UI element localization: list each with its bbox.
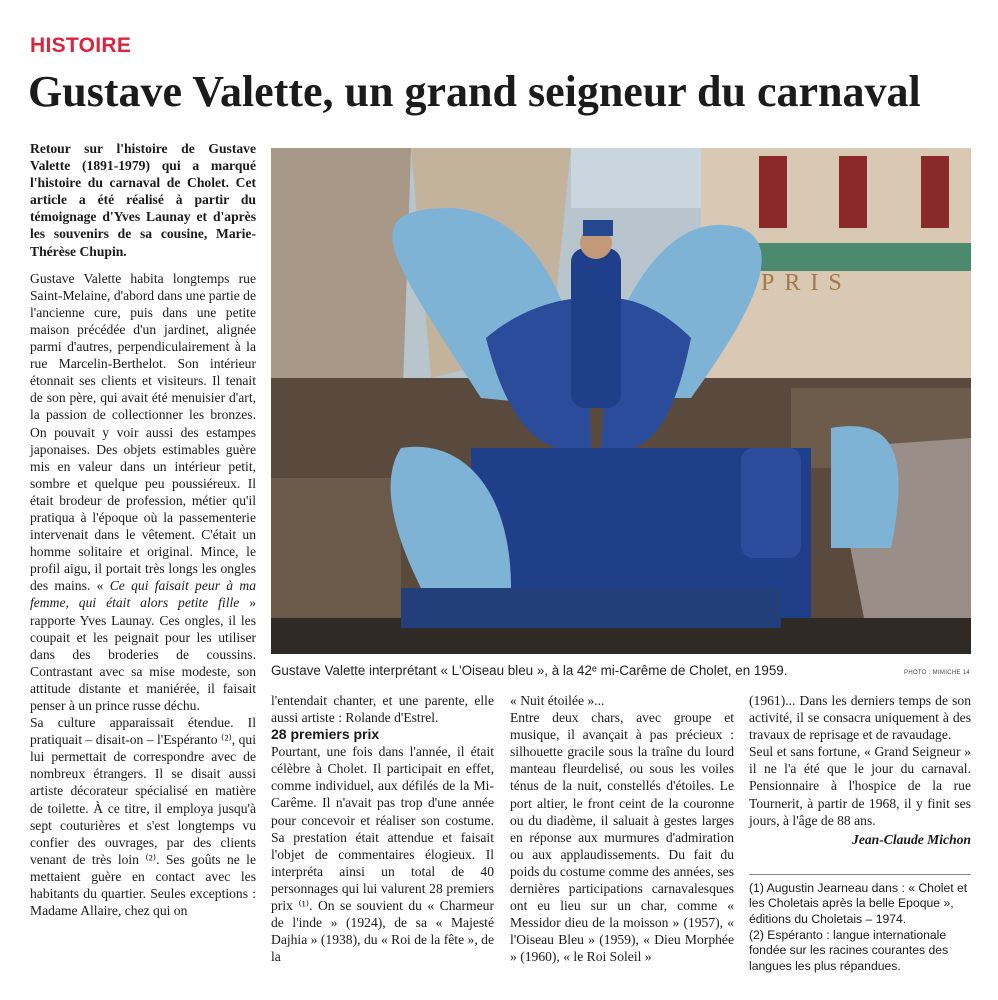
paragraph: Pourtant, une fois dans l'année, il était célèbre à Cholet. Il participait en effet, comme individuel, aux défilés de la Mi-Carême. Il n'avait pas trop d'une année pour concevoir et réaliser son costume. Sa prestation était attendue et faisait l'objet de commentaires élogieux. Il interpréta ainsi un total de 40 personnages qui lui valurent 28 premiers prix ⁽¹⁾. On se souvient du « Charmeur de l'inde » (1924), de sa « Majesté Dajhia » (1938), du « Roi de la fête », de la (271, 744, 494, 965)
photo-credit: PHOTO : MIMICHE 14 (904, 670, 970, 676)
footnote: (1) Augustin Jearneau dans : « Cholet et les Choletais après la belle Epoque », éditions du Choletais – 1974. (749, 880, 968, 926)
paragraph-text: Gustave Valette habita longtemps rue Saint-Melaine, d'abord dans une partie de l'ancienne cure, puis dans une petite maison précédée d'un jardinet, alignée parmi d'autres, perpendiculairement à la rue Marcelin-Berthelot. Son intérieur étonnait ses clients et visiteurs. Il tenait de son père, qui avait été menuisier d'art, la passion de collectionner les bronzes. On pouvait y voir aussi des estampes japonaises. Des objets estimables guère mis en valeur dans un intérieur petit, sombre et quelque peu poussiéreux. Il était brodeur de profession, métier qu'il pratiqua à l'époque où la passementerie intervenait dans le vêtement. C'était un homme solitaire et original. Mince, le profil aigu, il portait très longs les ongles des mains. « (30, 270, 256, 594)
paragraph: Seul et sans fortune, « Grand Seigneur » il ne l'a été que le jour du carnaval. Pensionnaire à l'hospice de la rue Tournerit, à partir de 1968, il y finit ses jours, à l'âge de 88 ans. (749, 744, 971, 828)
paragraph: (1961)... Dans les derniers temps de son activité, il se consacra uniquement à des travaux de reprisage et de ravaudage. (749, 693, 971, 743)
shop-sign-text: PRIS (761, 270, 852, 296)
footnote: (2) Espéranto : langue internationale fondée sur les racines courantes des langues les plus répandues. (749, 928, 949, 973)
section-rubric: HISTOIRE (30, 34, 132, 57)
column-2 (271, 692, 494, 965)
paragraph: Entre deux chars, avec groupe et musique, il avançait à pas précieux : silhouette gracile sous la traîne du lourd manteau fleurdelisé, ou sous les voiles ténus de la nuit, constellés d'étoiles. Le port altier, le front ceint de la couronne ou du diadème, il saluait à gestes larges en réponse aux murmures d'admiration ou aux applaudissements. Du fait du poids du costume comme des années, ses dernières participations carnavalesques ont eu lieu sur un char, comme « Messidor dieu de la moisson » (1957), « l'Oiseau Bleu » (1959), « Dieu Morphée » (1960), « le Roi Soleil » (510, 710, 734, 965)
column-4 (749, 692, 971, 975)
photo-caption: Gustave Valette interprétant « L'Oiseau bleu », à la 42ᵉ mi-Carême de Cholet, en 1959. (271, 663, 788, 678)
paragraph: « Nuit étoilée »... (510, 693, 605, 708)
paragraph: Sa culture apparaissait étendue. Il pratiquait – disait-on – l'Espéranto ⁽²⁾, qui lui permettait de correspondre avec de nombreux étrangers. Il se disait aussi artiste décorateur spécialisé en matière de toilette. À ce titre, il employa jusqu'à sept couturières et s'est longtemps vu confier des ouvrages, par des clients venant de très loin ⁽²⁾. Ses goûts ne le mettaient guère en contact avec les habitants du quartier. Seules exceptions : Madame Allaire, chez qui on (30, 715, 256, 919)
column-1 (30, 140, 256, 919)
subheading: 28 premiers prix (271, 726, 380, 743)
article-headline: Gustave Valette, un grand seigneur du carnaval (28, 67, 921, 116)
author-signature: Jean-Claude Michon (852, 831, 971, 847)
paragraph (30, 270, 256, 714)
column-3 (510, 692, 734, 966)
paragraph-text: » rapporte Yves Launay. Ces ongles, il les coupait et les peignait pour les utiliser dans des broderies de coussins. Contrastant avec sa mise modeste, son attitude distante et maniérée, il faisait penser à un prince russe déchu. (30, 595, 256, 713)
photo-illustration (271, 148, 971, 654)
paragraph: l'entendait chanter, et une parente, elle aussi artiste : Rolande d'Estrel. (271, 693, 494, 726)
footnotes (749, 874, 971, 974)
article-intro: Retour sur l'histoire de Gustave Valette (1891-1979) qui a marqué l'histoire du carnaval de Cholet. Cet article a été réalisé à partir du témoignage d'Yves Launay et d'après les souvenirs de sa cousine, Marie-Thérèse Chupin. (30, 141, 256, 259)
carnival-photo (271, 148, 971, 654)
quote: Ce qui faisait peur à ma femme, qui était alors petite fille (30, 578, 256, 611)
